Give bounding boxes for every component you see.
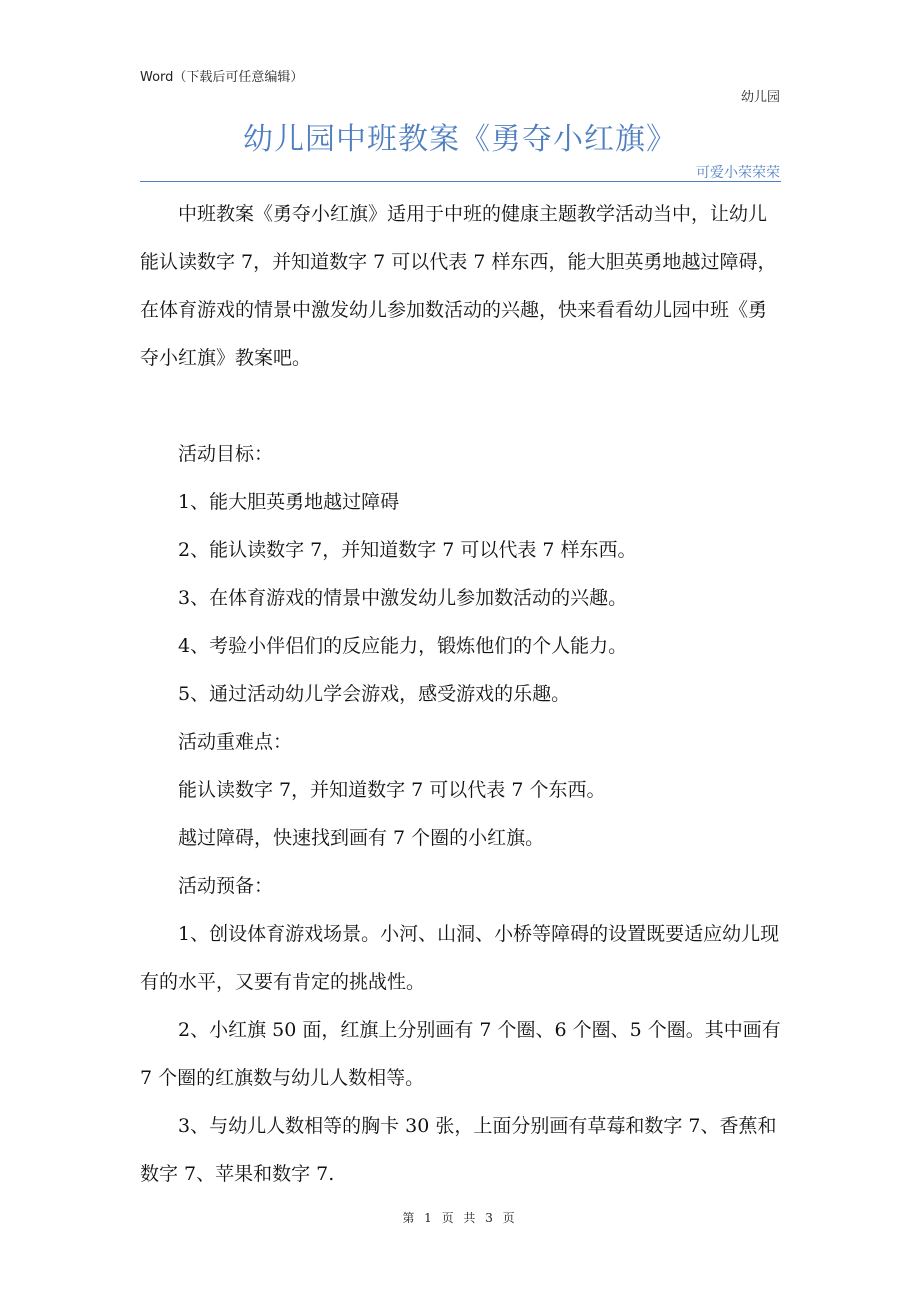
document-author: 可爱小荣荣荣 — [696, 165, 780, 181]
page-footer: 第 1 页 共 3 页 — [402, 1211, 518, 1225]
title-divider — [140, 181, 781, 182]
section-heading-preparation: 活动预备： — [178, 875, 274, 897]
goal-item: 3、在体育游戏的情景中激发幼儿参加数活动的兴趣。 — [178, 587, 628, 609]
header-note: Word（下载后可任意编辑） — [140, 70, 304, 85]
intro-paragraph: 中班教案《勇夺小红旗》适用于中班的健康主题教学活动当中，让幼儿能认读数字 7，并知道数字 7 可以代表 7 样东西，能大胆英勇地越过障碍，在体育游戏的情景中激发幼儿参加数活动的兴趣，快来看看幼儿园中班《勇夺小红旗》教案吧。 — [140, 203, 777, 369]
section-heading-goals: 活动目标： — [178, 443, 274, 465]
goal-item: 2、能认读数字 7，并知道数字 7 可以代表 7 样东西。 — [178, 539, 637, 561]
goal-item: 5、通过活动幼儿学会游戏，感受游戏的乐趣。 — [178, 683, 571, 705]
blank-line — [140, 382, 781, 430]
key-point-item: 能认读数字 7，并知道数字 7 可以代表 7 个东西。 — [178, 779, 606, 801]
preparation-item: 2、小红旗 50 面，红旗上分别画有 7 个圈、6 个圈、5 个圈。其中画有 7 个圈的红旗数与幼儿人数相等。 — [140, 1019, 781, 1089]
key-point-item: 越过障碍，快速找到画有 7 个圈的小红旗。 — [178, 827, 545, 849]
document-title: 幼儿园中班教案《勇夺小红旗》 — [243, 122, 677, 157]
header-category: 幼儿园 — [740, 90, 780, 105]
goal-item: 1、能大胆英勇地越过障碍 — [178, 491, 400, 513]
section-heading-key-points: 活动重难点： — [178, 731, 293, 753]
goal-item: 4、考验小伴侣们的反应能力，锻炼他们的个人能力。 — [178, 635, 628, 657]
preparation-item: 3、与幼儿人数相等的胸卡 30 张，上面分别画有草莓和数字 7、香蕉和数字 7、苹果和数字 7. — [140, 1115, 777, 1185]
preparation-item: 1、创设体育游戏场景。小河、山洞、小桥等障碍的设置既要适应幼儿现有的水平，又要有肯定的挑战性。 — [140, 923, 780, 993]
document-body — [140, 190, 781, 1198]
